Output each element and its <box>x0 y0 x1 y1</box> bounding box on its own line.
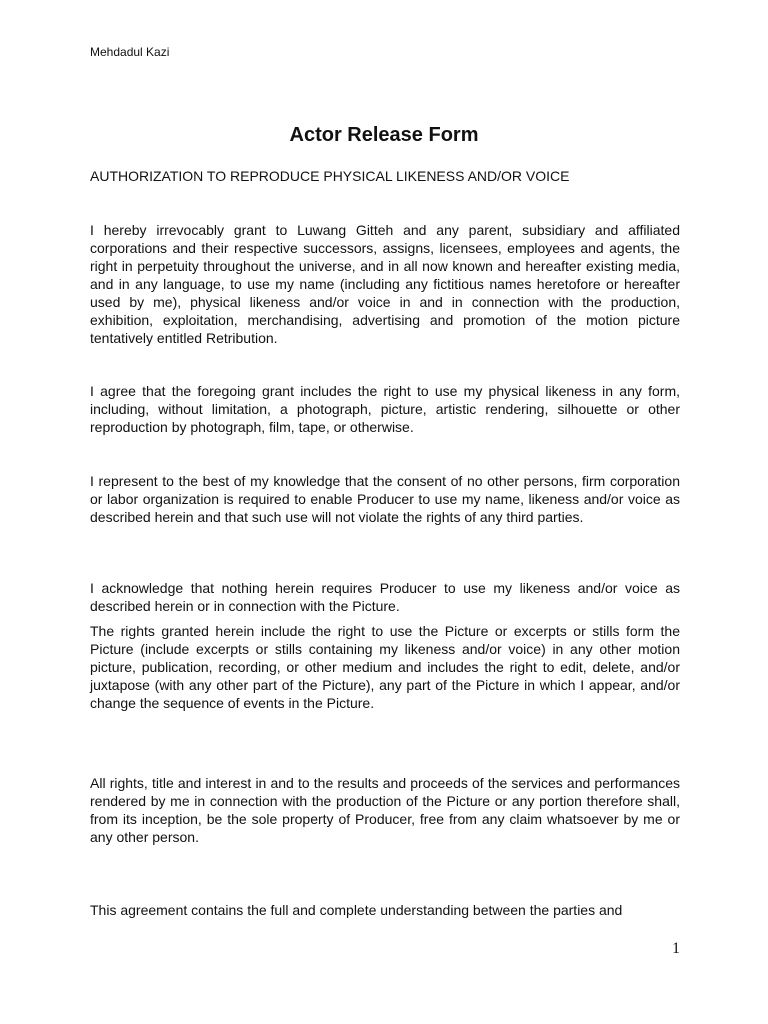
paragraph-rights: The rights granted herein include the right to use the Picture or excerpts or stills form the Picture (include excerpts or stills containing my likeness and/or voice) in any other motion picture, publication, recording, or other medium and includes the right to edit, delete, and/or juxtapose (with any other part of the Picture), any part of the Picture in which I appear, and/or change the sequence of events in the Picture. <box>90 623 680 711</box>
header-author: Mehdadul Kazi <box>90 45 170 59</box>
paragraph-grant: I hereby irrevocably grant to Luwang Gitteh and any parent, subsidiary and affiliated corporations and their respective successors, assigns, licensees, employees and agents, the right in perpetuity throughout the universe, and in all now known and hereafter existing media, and in any language, to use my name (including any fictitious names heretofore or hereafter used by me), physical likeness and/or voice in and in connection with the production, exhibition, exploitation, merchandising, advertising and promotion of the motion picture tentatively entitled Retribution. <box>90 222 680 346</box>
page-number: 1 <box>672 940 680 957</box>
paragraph-agreement: This agreement contains the full and complete understanding between the parties and <box>90 902 623 918</box>
paragraph-ownership: All rights, title and interest in and to the results and proceeds of the services and performances rendered by me in connection with the production of the Picture or any portion therefore shall, from its inception, be the sole property of Producer, free from any claim whatsoever by me or any other person. <box>90 775 680 845</box>
paragraph-likeness: I agree that the foregoing grant includes the right to use my physical likeness in any form, including, without limitation, a photograph, picture, artistic rendering, silhouette or other reproduction by photograph, film, tape, or otherwise. <box>90 383 680 435</box>
document-subtitle: AUTHORIZATION TO REPRODUCE PHYSICAL LIKENESS AND/OR VOICE <box>90 168 570 184</box>
paragraph-acknowledgement: I acknowledge that nothing herein requires Producer to use my likeness and/or voice as described herein or in connection with the Picture. <box>90 580 680 614</box>
document-title: Actor Release Form <box>289 124 479 146</box>
paragraph-consent: I represent to the best of my knowledge that the consent of no other persons, firm corporation or labor organization is required to enable Producer to use my name, likeness and/or voice as described herein and that such use will not violate the rights of any third parties. <box>90 473 680 525</box>
